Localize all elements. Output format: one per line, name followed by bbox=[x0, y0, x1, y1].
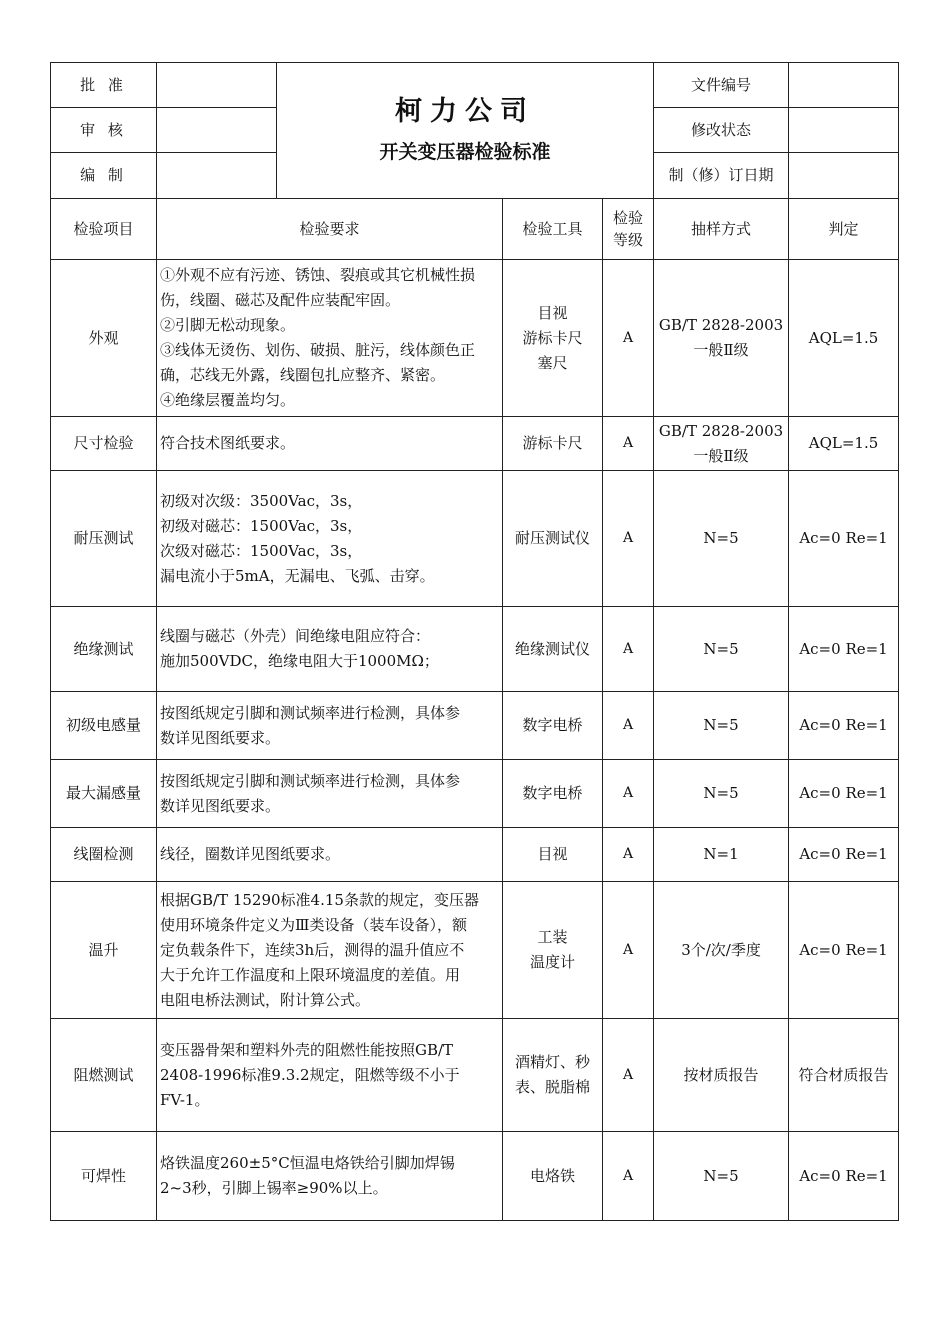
requirement-line: 2~3秒，引脚上锡率≥90%以上。 bbox=[160, 1179, 388, 1197]
tool-line: 目视 bbox=[537, 845, 568, 863]
row-sampling bbox=[654, 1019, 789, 1132]
row-item: 温升 bbox=[51, 882, 157, 1019]
requirement-line: 初级对次级：3500Vac，3s， bbox=[160, 491, 363, 510]
table-row bbox=[51, 692, 899, 760]
row-judgement: AQL=1.5 bbox=[789, 417, 899, 471]
sampling-line: N=5 bbox=[703, 716, 739, 734]
inspection-table bbox=[50, 62, 899, 1221]
row-sampling bbox=[654, 828, 789, 882]
table-row bbox=[51, 1019, 899, 1132]
row-item: 绝缘测试 bbox=[51, 607, 157, 692]
table-row bbox=[51, 1132, 899, 1221]
tool-line: 塞尺 bbox=[537, 353, 568, 372]
row-sampling bbox=[654, 760, 789, 828]
row-tool bbox=[503, 760, 603, 828]
requirement-line: 漏电流小于5mA，无漏电、飞弧、击穿。 bbox=[160, 566, 435, 585]
col-requirement: 检验要求 bbox=[157, 199, 503, 260]
row-item: 最大漏感量 bbox=[51, 760, 157, 828]
requirement-line: 确，芯线无外露，线圈包扎应整齐、紧密。 bbox=[160, 366, 446, 384]
row-item: 耐压测试 bbox=[51, 471, 157, 607]
row-tool bbox=[503, 828, 603, 882]
sampling-line: N=5 bbox=[703, 784, 739, 802]
title-block bbox=[277, 63, 654, 199]
row-tool bbox=[503, 882, 603, 1019]
row-item: 尺寸检验 bbox=[51, 417, 157, 471]
requirement-line: 大于允许工作温度和上限环境温度的差值。用 bbox=[160, 965, 461, 984]
tool-line: 目视 bbox=[537, 303, 568, 322]
row-level: A bbox=[603, 417, 654, 471]
requirement-line: 数详见图纸要求。 bbox=[160, 728, 281, 747]
row-sampling bbox=[654, 692, 789, 760]
sampling-line: N=5 bbox=[703, 639, 739, 658]
row-requirement bbox=[157, 417, 503, 471]
requirement-line: 2408-1996标准9.3.2规定，阻燃等级不小于 bbox=[160, 1065, 460, 1084]
requirement-line: 施加500VDC，绝缘电阻大于1000MΩ； bbox=[160, 652, 439, 670]
row-tool bbox=[503, 1132, 603, 1221]
company-name: 柯力公司 bbox=[395, 95, 536, 127]
prepare-label: 编 制 bbox=[51, 153, 157, 199]
requirement-line: 使用环境条件定义为Ⅲ类设备（装车设备），额 bbox=[160, 915, 467, 934]
row-judgement: 符合材质报告 bbox=[789, 1019, 899, 1132]
row-tool bbox=[503, 607, 603, 692]
approve-value bbox=[157, 63, 277, 108]
table-row bbox=[51, 260, 899, 417]
tool-line: 数字电桥 bbox=[522, 716, 583, 734]
sampling-line: 一般Ⅱ级 bbox=[693, 341, 749, 359]
sampling-line: N=1 bbox=[703, 845, 739, 863]
requirement-line: 电阻电桥法测试，附计算公式。 bbox=[160, 990, 371, 1009]
requirement-line: 线圈与磁芯（外壳）间绝缘电阻应符合： bbox=[160, 627, 431, 645]
requirement-line: 按图纸规定引脚和测试频率进行检测，具体参 bbox=[160, 771, 461, 790]
revision-label: 修改状态 bbox=[654, 108, 789, 153]
tool-line: 游标卡尺 bbox=[522, 434, 583, 452]
row-sampling bbox=[654, 417, 789, 471]
revision-value bbox=[789, 108, 899, 153]
requirement-line: 符合技术图纸要求。 bbox=[160, 434, 296, 452]
row-judgement: Ac=0 Re=1 bbox=[789, 828, 899, 882]
requirement-line: FV-1。 bbox=[160, 1090, 210, 1109]
row-level: A bbox=[603, 882, 654, 1019]
sampling-line: GB/T 2828-2003 bbox=[658, 421, 784, 440]
requirement-line: ④绝缘层覆盖均匀。 bbox=[160, 391, 296, 409]
row-requirement bbox=[157, 607, 503, 692]
document-title: 开关变压器检验标准 bbox=[379, 140, 551, 163]
requirement-line: ①外观不应有污迹、锈蚀、裂痕或其它机械性损 bbox=[160, 266, 476, 284]
approve-label: 批 准 bbox=[51, 63, 157, 108]
row-requirement bbox=[157, 1019, 503, 1132]
row-tool bbox=[503, 692, 603, 760]
tool-line: 绝缘测试仪 bbox=[514, 639, 590, 658]
tool-line: 表、脱脂棉 bbox=[514, 1078, 590, 1096]
requirement-line: 烙铁温度260±5°C恒温电烙铁给引脚加焊锡 bbox=[160, 1154, 455, 1172]
requirement-line: 伤，线圈、磁芯及配件应装配牢固。 bbox=[160, 291, 401, 309]
row-level: A bbox=[603, 692, 654, 760]
row-judgement: AQL=1.5 bbox=[789, 260, 899, 417]
row-judgement: Ac=0 Re=1 bbox=[789, 471, 899, 607]
doc-no-label: 文件编号 bbox=[654, 63, 789, 108]
row-sampling bbox=[654, 607, 789, 692]
row-tool bbox=[503, 260, 603, 417]
row-tool bbox=[503, 1019, 603, 1132]
requirement-line: 数详见图纸要求。 bbox=[160, 796, 281, 815]
inspection-standard-sheet bbox=[50, 62, 898, 1221]
col-level-line2: 等级 bbox=[613, 231, 644, 249]
row-level: A bbox=[603, 828, 654, 882]
tool-line: 数字电桥 bbox=[522, 784, 583, 802]
sampling-line: 一般Ⅱ级 bbox=[693, 446, 749, 465]
col-tool: 检验工具 bbox=[503, 199, 603, 260]
review-value bbox=[157, 108, 277, 153]
row-requirement bbox=[157, 828, 503, 882]
column-header-row bbox=[51, 199, 899, 260]
sampling-line: N=5 bbox=[703, 529, 739, 547]
requirement-line: ②引脚无松动现象。 bbox=[160, 316, 296, 334]
col-item: 检验项目 bbox=[51, 199, 157, 260]
row-sampling bbox=[654, 260, 789, 417]
row-sampling bbox=[654, 1132, 789, 1221]
row-item: 初级电感量 bbox=[51, 692, 157, 760]
tool-line: 酒精灯、秒 bbox=[514, 1053, 590, 1071]
row-level: A bbox=[603, 471, 654, 607]
review-label: 审 核 bbox=[51, 108, 157, 153]
table-row bbox=[51, 760, 899, 828]
date-label: 制（修）订日期 bbox=[654, 153, 789, 199]
sampling-line: 3个/次/季度 bbox=[681, 940, 761, 959]
row-tool bbox=[503, 417, 603, 471]
row-judgement: Ac=0 Re=1 bbox=[789, 692, 899, 760]
tool-line: 耐压测试仪 bbox=[514, 529, 590, 547]
table-row bbox=[51, 471, 899, 607]
row-requirement bbox=[157, 882, 503, 1019]
requirement-line: 次级对磁芯：1500Vac，3s， bbox=[160, 541, 363, 560]
requirement-line: ③线体无烫伤、划伤、破损、脏污，线体颜色正 bbox=[160, 341, 476, 359]
row-requirement bbox=[157, 692, 503, 760]
row-level: A bbox=[603, 1019, 654, 1132]
row-item: 可焊性 bbox=[51, 1132, 157, 1221]
tool-line: 工装 bbox=[537, 928, 568, 946]
row-sampling bbox=[654, 471, 789, 607]
tool-line: 游标卡尺 bbox=[522, 328, 583, 347]
row-judgement: Ac=0 Re=1 bbox=[789, 607, 899, 692]
doc-no-value bbox=[789, 63, 899, 108]
requirement-line: 初级对磁芯：1500Vac，3s， bbox=[160, 516, 363, 535]
row-level: A bbox=[603, 260, 654, 417]
col-level-line1: 检验 bbox=[613, 209, 644, 227]
sampling-line: GB/T 2828-2003 bbox=[658, 316, 784, 334]
row-level: A bbox=[603, 1132, 654, 1221]
row-requirement bbox=[157, 1132, 503, 1221]
row-level: A bbox=[603, 760, 654, 828]
row-item: 外观 bbox=[51, 260, 157, 417]
row-judgement: Ac=0 Re=1 bbox=[789, 882, 899, 1019]
row-item: 阻燃测试 bbox=[51, 1019, 157, 1132]
row-item: 线圈检测 bbox=[51, 828, 157, 882]
tool-line: 电烙铁 bbox=[529, 1166, 575, 1185]
row-requirement bbox=[157, 760, 503, 828]
header-row-approve bbox=[51, 63, 899, 108]
row-level: A bbox=[603, 607, 654, 692]
row-judgement: Ac=0 Re=1 bbox=[789, 1132, 899, 1221]
row-requirement bbox=[157, 260, 503, 417]
table-row bbox=[51, 607, 899, 692]
table-row bbox=[51, 417, 899, 471]
row-tool bbox=[503, 471, 603, 607]
requirement-line: 线径，圈数详见图纸要求。 bbox=[160, 845, 341, 863]
tool-line: 温度计 bbox=[529, 953, 575, 971]
row-requirement bbox=[157, 471, 503, 607]
table-row bbox=[51, 828, 899, 882]
table-row bbox=[51, 882, 899, 1019]
requirement-line: 定负载条件下，连续3h后，测得的温升值应不 bbox=[160, 940, 465, 959]
requirement-line: 变压器骨架和塑料外壳的阻燃性能按照GB/T bbox=[160, 1040, 454, 1059]
sampling-line: N=5 bbox=[703, 1166, 739, 1185]
prepare-value bbox=[157, 153, 277, 199]
requirement-line: 根据GB/T 15290标准4.15条款的规定，变压器 bbox=[160, 890, 479, 909]
col-level bbox=[603, 199, 654, 260]
col-sampling: 抽样方式 bbox=[654, 199, 789, 260]
row-judgement: Ac=0 Re=1 bbox=[789, 760, 899, 828]
date-value bbox=[789, 153, 899, 199]
sampling-line: 按材质报告 bbox=[683, 1065, 759, 1084]
col-judgement: 判定 bbox=[789, 199, 899, 260]
row-sampling bbox=[654, 882, 789, 1019]
requirement-line: 按图纸规定引脚和测试频率进行检测，具体参 bbox=[160, 703, 461, 722]
